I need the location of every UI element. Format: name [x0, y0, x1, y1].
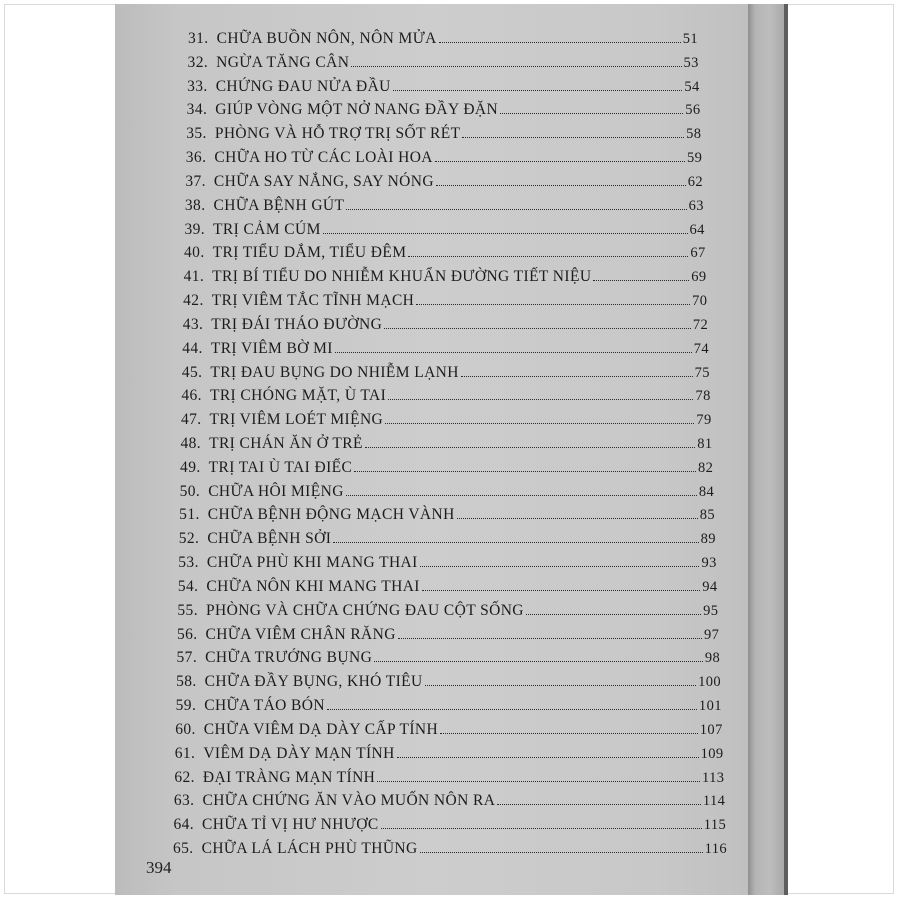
toc-entry-title: NGỪA TĂNG CÂN: [216, 53, 350, 71]
toc-entry-page: 72: [692, 316, 709, 333]
dot-leader: [461, 364, 693, 377]
toc-entry: [186, 149, 702, 171]
toc-entry-page: 53: [683, 54, 699, 71]
toc-entry-title: CHỮA TRƯỚNG BỤNG: [205, 649, 373, 667]
toc-entry-number: 35.: [186, 125, 207, 143]
toc-entry-number: 37.: [185, 172, 206, 190]
dot-leader: [440, 721, 698, 734]
toc-entry-page: 62: [687, 173, 704, 190]
dot-leader: [397, 745, 699, 758]
dot-leader: [346, 483, 697, 496]
toc-entry: [187, 101, 701, 123]
toc-entry: [175, 745, 724, 767]
toc-entry: [180, 459, 713, 481]
dot-leader: [422, 578, 700, 591]
toc-entry-title: GIÚP VÒNG MỘT NỞ NANG ĐẦY ĐẶN: [215, 101, 499, 119]
dot-leader: [435, 149, 685, 162]
toc-entry-number: 45.: [181, 363, 203, 381]
toc-entry-title: TRỊ VIÊM LOÉT MIỆNG: [209, 411, 384, 429]
book-gutter: [748, 4, 784, 895]
toc-entry: [173, 816, 726, 838]
toc-entry-title: CHỮA VIÊM CHÂN RĂNG: [205, 625, 396, 643]
toc-entry-number: 39.: [184, 220, 206, 238]
toc-entry-page: 58: [686, 126, 702, 143]
dot-leader: [365, 435, 695, 448]
toc-entry: [182, 364, 710, 386]
toc-entry: [181, 435, 713, 457]
toc-entry-page: 51: [682, 31, 698, 47]
toc-entry-page: 56: [685, 102, 701, 119]
toc-entry: [183, 316, 709, 338]
toc-entry: [184, 268, 707, 290]
toc-entry-title: TRỊ ĐAU BỤNG DO NHIỄM LẠNH: [210, 363, 459, 381]
toc-entry-number: 52.: [178, 530, 200, 548]
toc-entry-page: 113: [702, 769, 725, 786]
toc-entry-page: 67: [690, 245, 706, 262]
toc-entry-title: CHỮA HO TỪ CÁC LOÀI HOA: [214, 149, 433, 167]
toc-entry: [182, 340, 709, 362]
toc-entry-number: 40.: [184, 244, 205, 262]
toc-entry: [177, 602, 718, 624]
toc-entry: [177, 649, 721, 671]
toc-entry-number: 51.: [179, 506, 200, 524]
toc-entry-number: 57.: [176, 649, 198, 667]
page-number: 394: [146, 858, 172, 877]
toc-entry-page: 59: [686, 150, 703, 167]
book-page: [115, 4, 748, 895]
toc-entry-number: 54.: [177, 577, 199, 595]
toc-entry-title: CHỮA NÔN KHI MANG THAI: [206, 577, 420, 595]
toc-entry-title: TRỊ ĐÁI THÁO ĐƯỜNG: [211, 315, 383, 333]
toc-entry-number: 55.: [177, 601, 198, 619]
toc-entry-page: 64: [689, 221, 705, 238]
toc-entry-title: CHỮA ĐẦY BỤNG, KHÓ TIÊU: [204, 673, 423, 691]
toc-entry: [176, 697, 722, 719]
dot-leader: [439, 30, 681, 43]
toc-entry-number: 42.: [183, 292, 204, 310]
toc-entry-page: 54: [684, 78, 700, 95]
toc-entry-title: CHỮA VIÊM DẠ DÀY CẤP TÍNH: [203, 720, 439, 738]
toc-entry-number: 60.: [175, 720, 196, 738]
toc-entry-title: PHÒNG VÀ HỖ TRỢ TRỊ SỐT RÉT: [214, 125, 461, 143]
dot-leader: [408, 244, 688, 257]
toc-entry-page: 114: [702, 793, 726, 810]
toc-entry-page: 93: [701, 555, 717, 572]
dot-leader: [393, 78, 683, 91]
toc-entry-title: CHỮA TÁO BÓN: [204, 697, 325, 715]
toc-entry-title: CHỮA HÔI MIỆNG: [208, 482, 344, 500]
dot-leader: [323, 221, 688, 234]
dot-leader: [354, 459, 696, 472]
toc-entry-number: 53.: [178, 554, 199, 572]
toc-entry-title: CHỨNG ĐAU NỬA ĐẦU: [215, 77, 391, 95]
toc-entry-title: CHỮA SAY NẮNG, SAY NÓNG: [213, 172, 434, 190]
toc-entry: [185, 197, 704, 219]
toc-entry-page: 85: [699, 507, 716, 524]
toc-entry-page: 70: [692, 293, 708, 310]
toc-entry-title: CHỮA BỆNH SỞI: [207, 530, 332, 548]
toc-entry: [175, 721, 723, 743]
toc-entry-title: CHỮA BỆNH ĐỘNG MẠCH VÀNH: [207, 506, 455, 524]
toc-entry-number: 63.: [173, 792, 195, 810]
toc-entry-number: 48.: [180, 435, 202, 452]
dot-leader: [333, 530, 698, 543]
toc-entry-number: 65.: [173, 840, 194, 857]
toc-entry-title: CHỮA PHÙ KHI MANG THAI: [206, 554, 418, 572]
toc-entry-title: TRỊ CHÁN ĂN Ở TRẺ: [209, 435, 363, 452]
toc-entry: [173, 840, 727, 862]
dot-leader: [385, 411, 694, 424]
toc-entry-number: 50.: [179, 482, 201, 500]
toc-entry-title: TRỊ VIÊM TẮC TĨNH MẠCH: [211, 292, 415, 310]
toc-entry-page: 116: [704, 841, 727, 857]
toc-entry: [186, 125, 701, 147]
toc-entry-title: TRỊ VIÊM BỜ MI: [210, 339, 333, 357]
toc-entry-title: CHỮA TỈ VỊ HƯ NHƯỢC: [202, 816, 379, 834]
dot-leader: [388, 387, 693, 400]
toc-entry-number: 33.: [187, 77, 208, 95]
dot-leader: [384, 316, 691, 329]
toc-entry-number: 32.: [187, 53, 209, 71]
toc-entry-page: 81: [697, 436, 713, 452]
toc-entry-page: 101: [698, 698, 722, 715]
toc-entry: [184, 244, 706, 266]
toc-entry-number: 64.: [173, 816, 195, 834]
toc-entry: [179, 506, 715, 528]
toc-entry-page: 79: [696, 412, 712, 429]
dot-leader: [457, 506, 698, 519]
toc-entry-page: 89: [700, 531, 716, 548]
toc-entry-number: 46.: [181, 387, 202, 405]
toc-entry-page: 63: [688, 197, 704, 214]
toc-entry-page: 74: [693, 340, 710, 357]
toc-entry-title: TRỊ TIỂU DẮM, TIỂU ĐÊM: [212, 244, 407, 262]
toc-entry-page: 115: [703, 817, 727, 834]
toc-entry-number: 61.: [174, 744, 196, 762]
toc-entry-page: 98: [704, 650, 721, 667]
toc-entry-page: 75: [694, 364, 710, 381]
dot-leader: [381, 816, 702, 829]
dot-leader: [425, 673, 696, 686]
toc-entry-number: 56.: [176, 625, 198, 643]
toc-entry-title: TRỊ TAI Ù TAI ĐIẾC: [208, 458, 353, 476]
toc-entry-number: 36.: [185, 149, 207, 167]
toc-entry-title: TRỊ CHÓNG MẶT, Ù TAI: [209, 387, 387, 405]
toc-entry-title: VIÊM DẠ DÀY MẠN TÍNH: [203, 744, 395, 762]
toc-entry-page: 84: [698, 483, 715, 500]
toc-entry-title: TRỊ CẢM CÚM: [213, 220, 321, 238]
table-of-contents: [115, 4, 748, 895]
toc-entry-page: 107: [699, 721, 723, 738]
dot-leader: [416, 292, 690, 305]
toc-entry-title: CHỮA BỆNH GÚT: [213, 196, 345, 214]
toc-entry: [174, 792, 725, 814]
dot-leader: [497, 792, 701, 805]
toc-entry-title: CHỮA BUỒN NÔN, NÔN MỬA: [216, 30, 437, 47]
toc-entry-title: TRỊ BÍ TIỂU DO NHIỄM KHUẨN ĐƯỜNG TIẾT NIỆU: [212, 268, 592, 286]
toc-entry-title: ĐẠI TRÀNG MẠN TÍNH: [202, 768, 376, 786]
toc-entry: [178, 578, 718, 600]
dot-leader: [346, 197, 686, 210]
toc-entry-title: CHỮA LÁ LÁCH PHÙ THŨNG: [201, 840, 418, 857]
toc-entry-page: 95: [703, 602, 719, 619]
dot-leader: [593, 268, 689, 281]
toc-entry-page: 109: [700, 745, 724, 762]
toc-entry-number: 44.: [182, 339, 203, 357]
toc-entry-number: 58.: [176, 673, 197, 691]
toc-entry-page: 100: [698, 674, 722, 691]
toc-entry: [188, 30, 698, 52]
dot-leader: [351, 54, 681, 67]
toc-entry: [174, 769, 724, 791]
toc-entry-number: 59.: [175, 697, 197, 715]
page-edge-shadow: [784, 4, 788, 895]
toc-entry-number: 47.: [180, 411, 202, 429]
toc-entry: [183, 292, 707, 314]
toc-entry: [181, 387, 710, 409]
dot-leader: [374, 649, 703, 662]
dot-leader: [335, 340, 692, 353]
toc-entry-number: 43.: [182, 315, 204, 333]
toc-entry-number: 41.: [183, 268, 205, 286]
dot-leader: [377, 769, 700, 782]
dot-leader: [436, 173, 686, 186]
toc-entry-page: 97: [704, 626, 720, 643]
toc-entry-number: 38.: [184, 196, 206, 214]
toc-entry: [180, 483, 715, 505]
toc-entry-number: 49.: [180, 458, 201, 476]
dot-leader: [327, 697, 697, 710]
toc-entry-page: 78: [695, 388, 711, 405]
toc-entry: [181, 411, 712, 433]
toc-entry-title: PHÒNG VÀ CHỮA CHỨNG ĐAU CỘT SỐNG: [205, 601, 524, 619]
toc-entry-page: 69: [691, 269, 707, 286]
toc-entry: [176, 673, 721, 695]
dot-leader: [526, 602, 701, 615]
toc-entry: [185, 173, 703, 195]
toc-entry-number: 31.: [188, 30, 209, 47]
toc-entry-page: 94: [702, 578, 718, 595]
dot-leader: [462, 125, 684, 138]
toc-entry: [179, 530, 716, 552]
toc-entry: [178, 554, 716, 576]
dot-leader: [398, 626, 702, 639]
toc-entry: [188, 54, 699, 76]
toc-entry: [184, 221, 704, 243]
toc-entry-title: CHỮA CHỨNG ĂN VÀO MUỐN NÔN RA: [202, 792, 496, 810]
toc-entry: [187, 78, 700, 100]
toc-entry-page: 82: [698, 459, 714, 476]
dot-leader: [420, 554, 700, 567]
toc-entry-number: 34.: [186, 101, 208, 119]
dot-leader: [420, 840, 703, 853]
toc-entry-number: 62.: [174, 768, 195, 786]
toc-entry: [177, 626, 719, 648]
dot-leader: [500, 101, 683, 114]
